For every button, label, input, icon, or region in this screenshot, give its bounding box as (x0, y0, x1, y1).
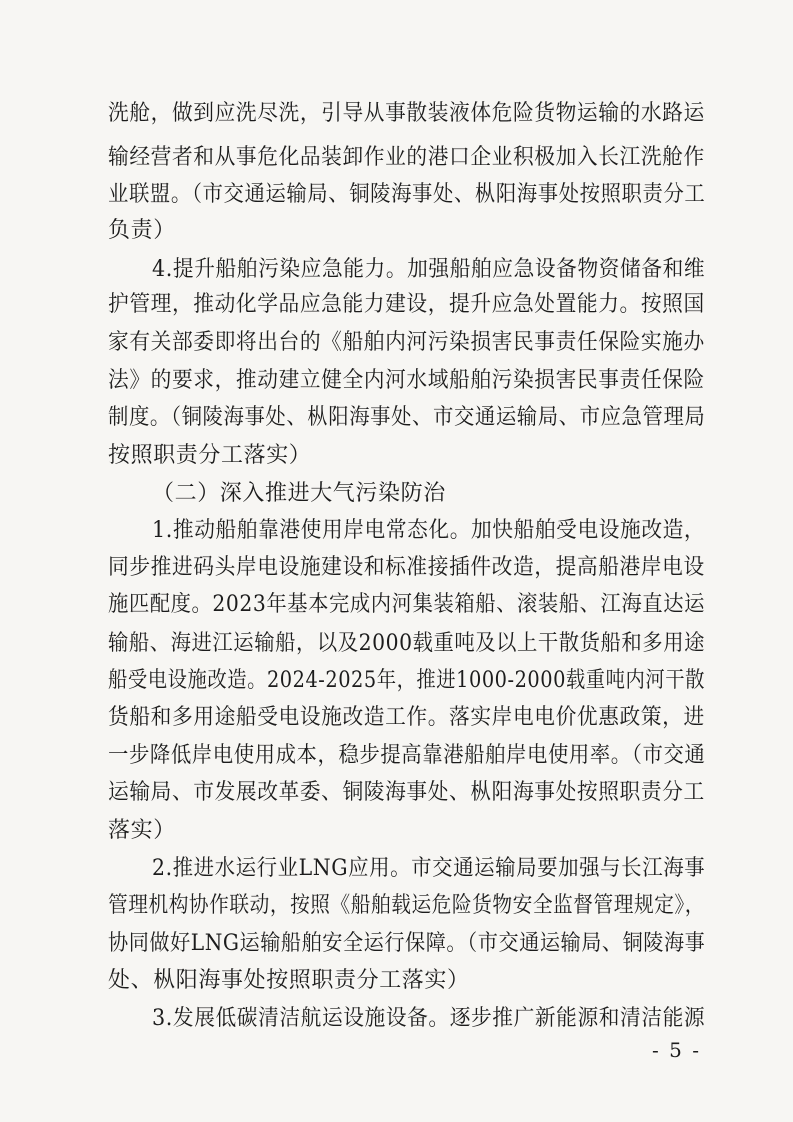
text-line: 负责） (108, 218, 176, 243)
text-line: 一步降低岸电使用成本，稳步提高靠港船舶岸电使用率。（市交通 (108, 743, 706, 768)
text-line: 协同做好LNG运输船舶安全运行保障。（市交通运输局、铜陵海事 (108, 931, 706, 956)
text-line: 法》的要求，推动建立健全内河水域船舶污染损害民事责任保险 (108, 368, 705, 393)
text-line: 2.推进水运行业LNG应用。市交通运输局要加强与长江海事 (152, 856, 706, 881)
section-heading: （二）深入推进大气污染防治 (152, 481, 446, 506)
text-line: 管理机构协作联动，按照《船舶载运危险货物安全监督管理规定》， (108, 893, 706, 918)
text-line: 制度。（铜陵海事处、枞阳海事处、市交通运输局、市应急管理局 (108, 405, 706, 430)
text-line: 按照职责分工落实） (108, 443, 312, 468)
text-line: 处、枞阳海事处按照职责分工落实） (108, 968, 470, 993)
page-number: - 5 - (652, 1038, 701, 1062)
text-line: 同步推进码头岸电设施建设和标准接插件改造，提高船港岸电设 (108, 555, 705, 580)
text-line: 洗舱，做到应洗尽洗，引导从事散装液体危险货物运输的水路运 (108, 101, 705, 126)
text-line: 输船、海进江运输船，以及2000载重吨及以上干散货船和多用途 (108, 631, 705, 656)
text-line: 货船和多用途船受电设施改造工作。落实岸电电价优惠政策，进 (108, 705, 705, 730)
text-line: 3.发展低碳清洁航运设施设备。逐步推广新能源和清洁能源 (152, 1006, 706, 1031)
text-line: 4.提升船舶污染应急能力。加强船舶应急设备物资储备和维 (152, 257, 706, 282)
text-line: 施匹配度。2023年基本完成内河集装箱船、滚装船、江海直达运 (108, 592, 705, 617)
text-line: 家有关部委即将出台的《船舶内河污染损害民事责任保险实施办 (108, 330, 705, 355)
text-line: 落实） (108, 818, 176, 843)
text-line: 1.推动船舶靠港使用岸电常态化。加快船舶受电设施改造， (152, 518, 706, 543)
text-line: 船受电设施改造。2024-2025年，推进1000-2000载重吨内河干散 (108, 668, 706, 693)
text-line: 运输局、市发展改革委、铜陵海事处、枞阳海事处按照职责分工 (108, 780, 705, 805)
text-line: 护管理，推动化学品应急能力建设，提升应急处置能力。按照国 (108, 292, 705, 317)
text-line: 业联盟。（市交通运输局、铜陵海事处、枞阳海事处按照职责分工 (108, 182, 706, 207)
text-line: 输经营者和从事危化品装卸作业的港口企业积极加入长江洗舱作 (108, 145, 705, 170)
